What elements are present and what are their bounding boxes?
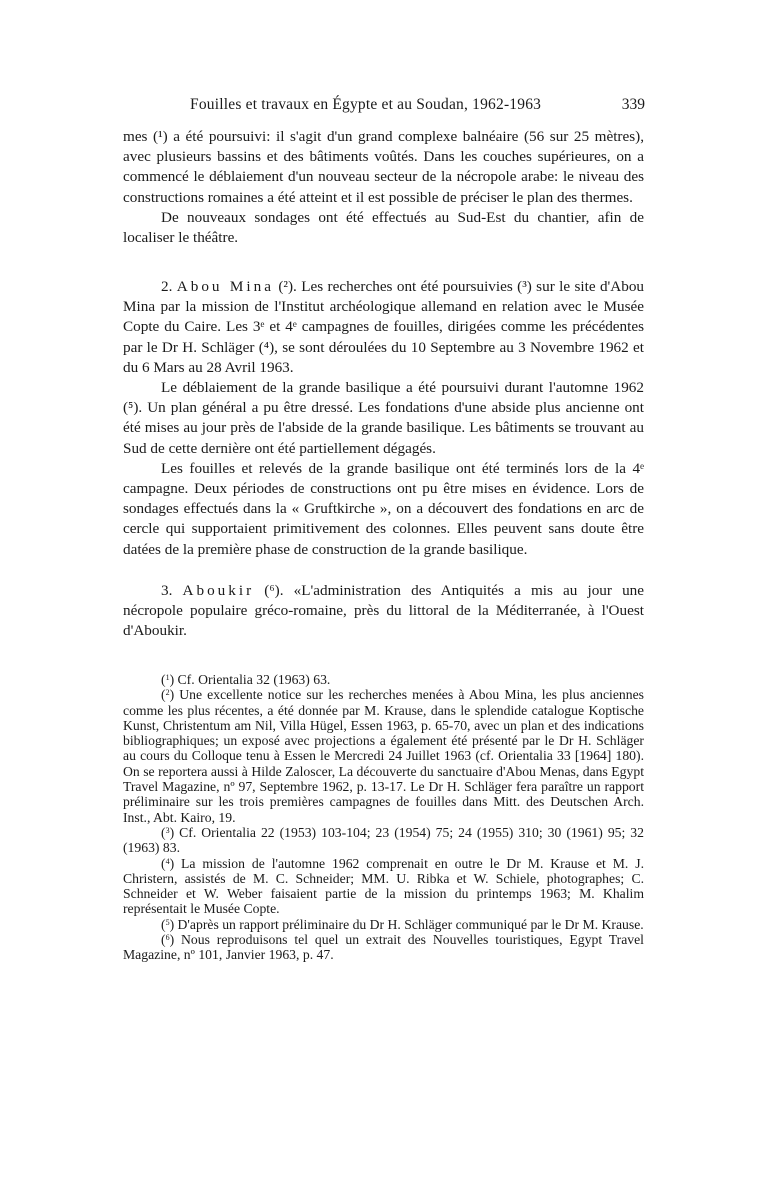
section-number: 2.	[161, 278, 173, 295]
paragraph-text: «L'administration des Antiquités a mis au jour une nécropole populaire gréco-romaine, près du littoral de la Méditerranée, à l'Ouest d'Aboukir.	[123, 582, 645, 640]
paragraph: De nouveaux sondages ont été effectués au Sud-Est du chantier, afin de localiser le théâtre.	[123, 208, 644, 247]
paragraph-text: Les recherches ont été poursuivies (³) sur le site d'Abou Mina par la mission de l'Institut archéologique allemand en relation avec le Musée Copte du Caire. Les 3ᵉ et 4ᵉ campagnes de fouilles, dirigées comme les précédentes par le Dr H. Schläger (⁴), se sont déroulées du 10 Septembre au 3 Novembre 1962 et du 6 Mars au 28 Avril 1963.	[123, 278, 645, 376]
paragraph	[123, 581, 644, 642]
footnote-mark: 3	[165, 825, 170, 835]
footnote-text: Nous reproduisons tel quel un extrait des Nouvelles touristiques, Egypt Travel Magazine, nº 101, Janvier 1963, p. 47.	[123, 932, 644, 963]
section-aboukir	[123, 581, 644, 642]
footnote-mark: 5	[165, 917, 170, 927]
footnote-ref: (²).	[278, 278, 297, 295]
section-number: 3.	[161, 582, 173, 599]
paragraph	[123, 277, 644, 378]
section-heading: Aboukir	[182, 582, 255, 599]
footnote: ($^5$) D'après un rapport préliminaire du Dr H. Schläger communiqué par le Dr M. Krause.	[161, 916, 644, 932]
page-number: 339	[621, 96, 645, 113]
paragraph: Le déblaiement de la grande basilique a été poursuivi durant l'automne 1962 (⁵). Un plan général a pu être dressé. Les fondations d'une abside plus ancienne ont été mises au jour près de l'abside de la grande basilique. Les bâtiments se trouvant au Sud de cette dernière ont été partiellement dégagés.	[123, 379, 644, 457]
section-abou-mina	[123, 277, 644, 560]
footnote-mark: 4	[165, 856, 170, 866]
footnote-mark: 2	[165, 688, 170, 698]
footnote-text: La mission de l'automne 1962 comprenait en outre le Dr M. Krause et M. J. Christern, assistés de M. C. Schneider; MM. U. Ribka et W. Schiele, photographes; C. Schneider et W. Weber faisaient partie de la mission du printemps 1963; M. Khalim représentait le Musée Copte.	[123, 855, 644, 917]
footnote: ($^3$) Cf. Orientalia 22 (1953) 103-104; 23 (1954) 75; 24 (1955) 310; 30 (1961) 95; 32 (1963) 83.	[123, 824, 644, 856]
footnote-mark: 6	[165, 933, 170, 943]
footnote-text: Cf. Orientalia 22 (1953) 103-104; 23 (1954) 75; 24 (1955) 310; 30 (1961) 95; 32 (1963) 83.	[123, 824, 644, 856]
running-title: Fouilles et travaux en Égypte et au Soudan, 1962-1963	[190, 96, 542, 113]
section-thermes	[123, 127, 644, 248]
footnote-text: Cf. Orientalia 32 (1963) 63.	[177, 672, 331, 687]
paragraph: Les fouilles et relevés de la grande basilique ont été terminés lors de la 4ᵉ campagne. Deux périodes de constructions ont pu être mises en évidence. Lors de sondages effectués dans la « Gruftkirche », on a découvert des fondations en arc de cercle qui supportaient primitivement des colonnes. Elles peuvent sans doute être datées de la première phase de construction de la grande basilique.	[123, 459, 644, 558]
footnote: ($^2$) Une excellente notice sur les recherches menées à Abou Mina, les plus anciennes comme les plus récentes, a été donnée par M. Krause, dans le splendide catalogue Koptische Kunst, Christentum am Nil, Villa Hügel, Essen 1963, p. 65-70, avec un plan et des indications bibliographiques; un exposé avec projections a également été présenté par le Dr H. Schläger au cours du Colloque tenu à Essen le Mercredi 24 Juillet 1963 (cf. Orientalia 33 [1964] 180). On se reportera aussi à Hilde Zaloscer, La découverte du sanctuaire d'Abou Menas, dans Egypt Travel Magazine, nº 97, Septembre 1962, p. 13-17. Le Dr H. Schläger fera paraître un rapport préliminaire sur les trois premières campagnes de fouilles dans Mitt. des Deutschen Arch. Inst., Abt. Kairo, 19.	[123, 687, 644, 825]
footnote: ($^1$) Cf. Orientalia 32 (1963) 63.	[161, 672, 331, 687]
section-heading: Abou Mina	[176, 278, 274, 295]
paragraph: mes (¹) a été poursuivi: il s'agit d'un grand complexe balnéaire (56 sur 25 mètres), avec plusieurs bassins et des bâtiments voûtés. Dans les couches supérieures, on a commencé le déblaiement d'un nouveau secteur de la nécropole arabe: le niveau des constructions romaines a été atteint et il est possible de préciser le plan des thermes.	[123, 128, 644, 206]
footnote: ($^6$) Nous reproduisons tel quel un extrait des Nouvelles touristiques, Egypt Travel Magazine, nº 101, Janvier 1963, p. 47.	[123, 932, 644, 963]
footnotes	[123, 672, 644, 963]
footnote-text: Une excellente notice sur les recherches menées à Abou Mina, les plus anciennes comme les plus récentes, a été donnée par M. Krause, dans le splendide catalogue Koptische Kunst, Christentum am Nil, Villa Hügel, Essen 1963, p. 65-70, avec un plan et des indications bibliographiques; un exposé avec projections a également été présenté par le Dr H. Schläger au cours du Colloque tenu à Essen le Mercredi 24 Juillet 1963 (cf. Orientalia 33 [1964] 180). On se reportera aussi à Hilde Zaloscer, La découverte du sanctuaire d'Abou Menas, dans Egypt Travel Magazine, nº 97, Septembre 1962, p. 13-17. Le Dr H. Schläger fera paraître un rapport préliminaire sur les trois premières campagnes de fouilles dans Mitt. des Deutschen Arch. Inst., Abt. Kairo, 19.	[123, 687, 644, 825]
footnote-ref: (⁶).	[264, 582, 284, 599]
footnote-mark: 1	[165, 673, 170, 682]
running-head	[190, 95, 645, 115]
footnote: ($^4$) La mission de l'automne 1962 comprenait en outre le Dr M. Krause et M. J. Christern, assistés de M. C. Schneider; MM. U. Ribka et W. Schiele, photographes; C. Schneider et W. Weber faisaient partie de la mission du printemps 1963; M. Khalim représentait le Musée Copte.	[123, 855, 644, 917]
footnote-text: D'après un rapport préliminaire du Dr H. Schläger communiqué par le Dr M. Krause.	[177, 916, 644, 932]
